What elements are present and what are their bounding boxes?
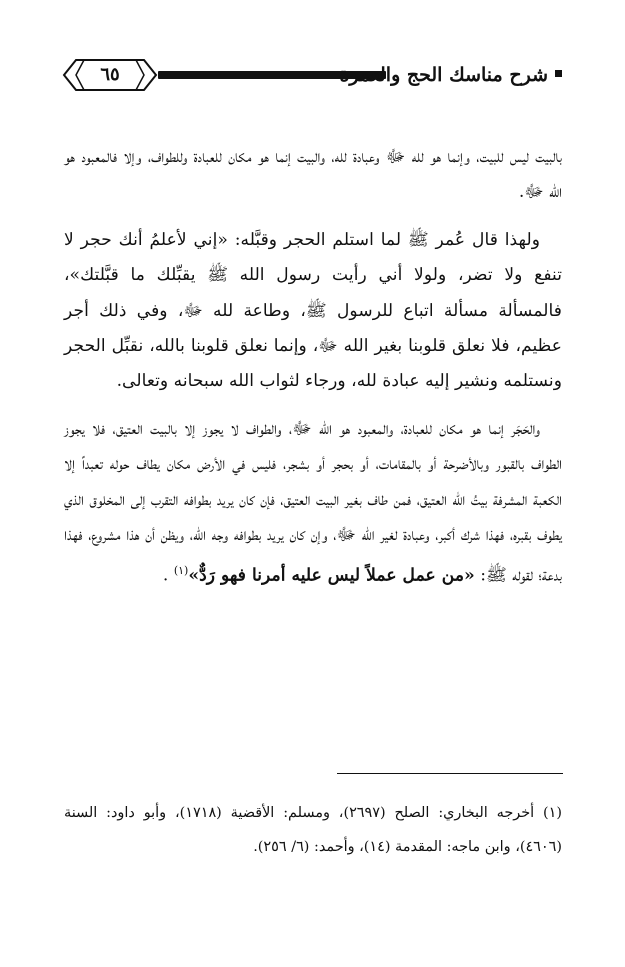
header-bullet (555, 70, 562, 77)
footnotes (64, 796, 562, 864)
paragraph-text: والحَجَر إنما هو مكان للعبادة، والمعبود هو الله ﷻ، والطواف لا يجوز إلا بالبيت العتيق، فلا يجوز الطواف بالقبور وبالأضرحة أو بالمقامات، أو بحجر أو بشجر، فليس في الأرض مكان يطاف حوله تعبداً إلا الكعبة المشرفة بيتُ الله العتيق، فمن طاف بغير البيت العتيق، فإن كان يريد بطوافه التقرب إلى المخلوق الذي يطوف بقبره، فهذا شرك أكبر، وعبادة لغير الله ﷻ، وإن كان يريد بطوافه وجه الله، ويظن أن هذا مشروع، فهذا بدعة؛ لقوله ﷺ: (64, 418, 562, 587)
paragraph: ولهذا قال عُمر ﷺ لما استلم الحجر وقبَّله: «إني لأعلمُ أنك حجر لا تنفع ولا تضر، ولولا أني رأيت رسول الله ﷺ يقبِّلك ما قبَّلتك»، فالمسألة مسألة اتباع للرسول ﷺ، وطاعة لله ﷻ، وفي ذلك أجر عظيم، فلا نعلق قلوبنا بغير الله ﷻ، وإنما نعلق قلوبنا بالله، نقبِّل الحجر ونستلمه ونشير إليه عبادة لله، ورجاء لثواب الله سبحانه وتعالى. (64, 229, 562, 392)
main-text (64, 140, 562, 595)
page-number-badge (62, 58, 158, 92)
hadith-quote: «من عمل عملاً ليس عليه أمرنا فهو رَدٌّ» (188, 566, 475, 587)
paragraph (64, 412, 562, 595)
footnote-reference[interactable]: (١) (173, 564, 189, 578)
closing-punctuation: . (162, 566, 169, 587)
footnote-item: (١) أخرجه البخاري: الصلح (٢٦٩٧)، ومسلم: الأقضية (١٧١٨)، وأبو داود: السنة (٤٦٠٦)، وابن ماجه: المقدمة (١٤)، وأحمد: (٦/ ٢٥٦). (64, 805, 562, 855)
paragraph: بالبيت ليس للبيت، وإنما هو لله ﷻ وعبادة لله، والبيت إنما هو مكان للعبادة وللطواف، وإلا فالمعبود هو الله ﷻ. (64, 147, 562, 203)
footnote-separator (337, 773, 563, 774)
page-number: ٦٥ (100, 64, 120, 85)
book-title: شرح مناسك الحج والعمرة (339, 64, 548, 86)
running-header (62, 58, 562, 92)
